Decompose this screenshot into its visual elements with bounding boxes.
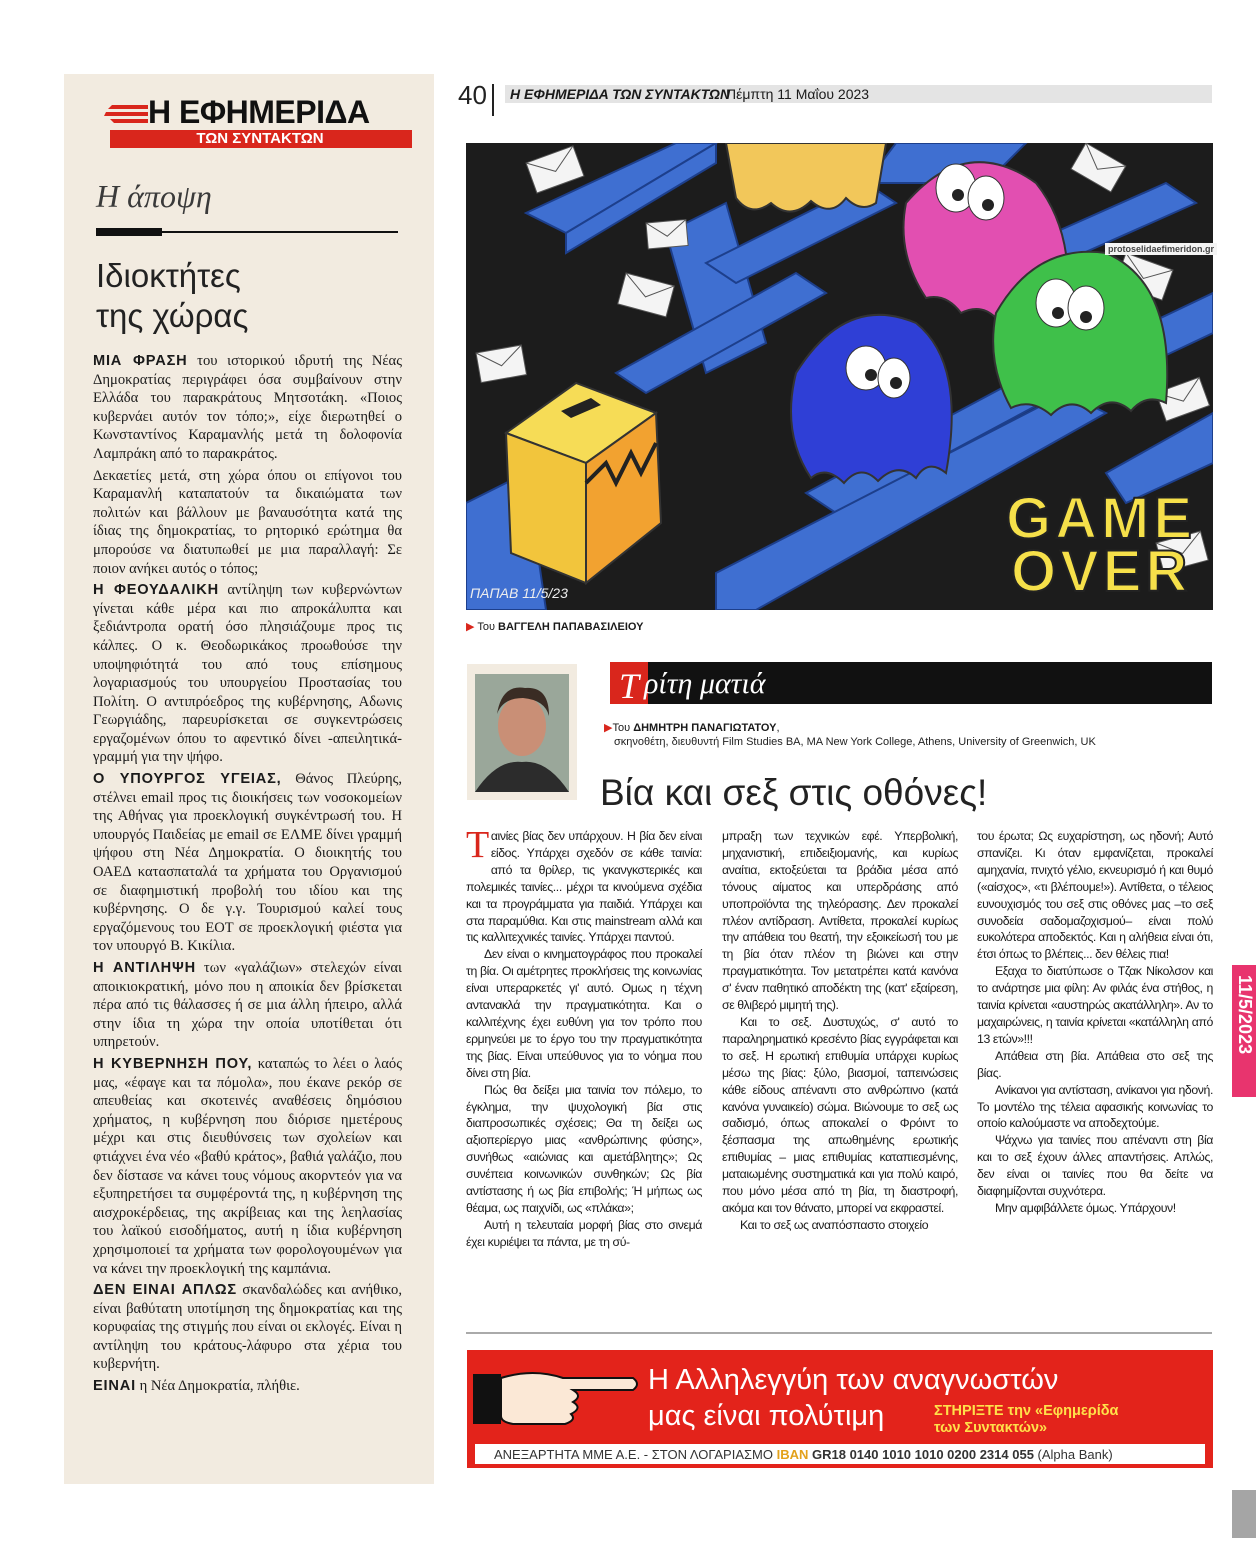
- cartoon-svg: [466, 143, 1213, 610]
- iban-label: IBAN: [776, 1447, 809, 1462]
- bank-name: (Alpha Bank): [1037, 1447, 1113, 1462]
- paragraph-text: καταπώς το λέει ο λαός μας, «έφαγε και τα πόμολα», που έκανε ρεκόρ σε απευθείας και σκοτεινές αναθέσεις δημόσιου χρήματος, η κυβέρνηση που διόρισε ημετέρους μέχρι και στις διευθύνσεις των σχολείων και φτιάχνει ένα νέο «βαθύ κράτος», βαθιά γαλάζιο, που δεν δίστασε να κάνει τους νόμους ακορντεόν για να εξυπηρετήσει τα συμφέροντά της, η κυβέρνηση της αισχροκέρδειας, της ακρίβειας και της λεηλασίας του λαϊκού εισοδήματος, αυτή η ίδια κυβέρνηση χρησιμοποιεί τα χρήματα των φορολογουμένων για να κάνει την προεκλογική της καμπάνια.: [93, 1055, 402, 1277]
- column-header-letter: Τ: [610, 662, 648, 704]
- paragraph-text: η Νέα Δημοκρατία, πλήθιε.: [135, 1378, 300, 1395]
- author-comma: ,: [776, 722, 780, 734]
- paragraph-text: των «γαλάζιων» στελεχών είναι αποικιοκρατική, μόνο που η αποικία δεν βρίσκεται πέρα από τις θάλασσες ή σε μια άλλη ήπειρο, αλλά στην ίδια τη χώρα την οποία υποτίθεται ότι υπηρετούν.: [93, 960, 402, 1051]
- side-date-tab: [1232, 965, 1256, 1097]
- credit-prefix: Του: [477, 621, 495, 633]
- section-label-opinion: Η άποψη: [96, 178, 212, 214]
- dropcap: Τ: [466, 824, 489, 866]
- editorial-paragraph: [93, 959, 402, 1052]
- author-name: ΔΗΜΗΤΡΗ ΠΑΝΑΓΙΩΤΑΤΟΥ: [633, 722, 777, 734]
- paragraph-lead: ΕΙΝΑΙ: [93, 1378, 136, 1395]
- ad-divider: [466, 1332, 1212, 1334]
- cartoon-credit: [466, 620, 643, 633]
- newspaper-logo-subtitle: ΤΩΝ ΣΥΝΤΑΚΤΩΝ: [196, 130, 324, 147]
- article-paragraph: Ανίκανοι για αντίσταση, ανίκανοι για ηδονή. Το μοντέλο της τέλεια αφασικής κοινωνίας το οποίο καλούμαστε να αποδεχτούμε.: [977, 1082, 1213, 1131]
- paragraph-text: Θάνος Πλεύρης, στέλνει email προς τις διοικήσεις των νοσοκομείων της Αθήνας για προεκλογική συγκέντρωσή του. Η υπουργός Παιδείας με email σε ΕΛΜΕ δίνει γραμμή ψήφου στη Νέα Δημοκρατία. Ο διοικητής του ΟΑΕΔ κατασπαταλά τα χρήματα του Οργανισμού σε διαφημιστική προβολή του ιδίου και της κυβέρνησης. Ο δε γ.γ. Τουρισμού καλεί τους εργαζόμενους του ΕΟΤ σε προεκλογική φιέστα για τον υπουργό Β. Κικίλια.: [93, 771, 403, 955]
- ad-cta-line1: ΣΤΗΡΙΞΤΕ την «Εφημερίδα: [934, 1403, 1119, 1419]
- pointing-hand-icon: [473, 1356, 643, 1446]
- editorial-title-line1: Ιδιοκτήτες: [96, 257, 241, 294]
- article-paragraph: μπραξη των τεχνικών εφέ. Υπερβολική, μηχανιστική, επιδειξιομανής, και κυρίως αναίτια, εκτοξεύεται τα βράδια μέσα από τόνους αίματος και υπερδράσης από υποπροϊόντα της τηλεόρασης. Δεν προκαλεί πλέον αντίδραση. Αντίθετα, προκαλεί κυρίως την απάθεια του θεατή, την εξοικείωσή του με τη βία όταν πλέον τη βιώνει και στην πραγματικότητα. Τον μετατρέπει κατά κανόνα σ' έναν παθητικό αποδέκτη της (κατ' εξαίρεση, σε θλιβερό μιμητή της).: [722, 829, 958, 1013]
- paragraph-lead: Η ΑΝΤΙΛΗΨΗ: [93, 960, 196, 976]
- article-column-2: [722, 828, 958, 1234]
- paragraph-text: αντίληψη των κυβερνώντων γίνεται κάθε μέρα και πιο απροκάλυπτα και ξεδιάντροπα ορατή όσο πλησιάζουμε προς τις κάλπες. Ο κ. Θεοδωρικάκος προωθούσε την υποψηφιότητά του από τους επίσημους λογαριασμούς του υπουργείου Προστασίας του Πολίτη. Ο αντιπρόεδρος της κυβέρνησης, Αδωνις Γεωργιάδης, παρευρίσκεται σε συγκεντρώσεις εργαζομένων όπου το αφεντικό δίνει -απειλητικά- γραμμή για την ψήφο.: [93, 582, 403, 766]
- article-paragraph: [466, 824, 702, 946]
- author-prefix: Του: [612, 722, 631, 734]
- article-title: Βία και σεξ στις οθόνες!: [600, 772, 988, 813]
- editorial-paragraph: [93, 352, 402, 464]
- article-paragraph: Δεν είναι ο κινηματογράφος που προκαλεί τη βία. Οι αμέτρητες προκλήσεις της κοινωνίας είναι υπεραρκετές γι' αυτό. Ομως η τέχνη αντανακλά την πραγματικότητα. Και ο καλλιτέχνης έχει ευθύνη για τον τρόπο που ερμηνεύει με το έργο του την πραγματικότητα της βίας. Είναι υπεύθυνος για το νόημα που δίνει στη βία.: [466, 947, 702, 1080]
- article-paragraph: Εξαχα το διατύπωσε ο Τζακ Νίκολσον και το ανάρτησε μια φίλη: Αν φιλάς ένα στήθος, η ταινία κρίνεται «αυστηρώς ακατάλληλη». Αν το μαχαιρώνεις, η ταινία κρίνεται «κατάλληλη από 13 ετών»!!!: [977, 964, 1213, 1046]
- column-author: [604, 721, 780, 735]
- paragraph-lead: ΔΕΝ ΕΙΝΑΙ ΑΠΛΩΣ: [93, 1282, 237, 1299]
- editorial-paragraph: [93, 1281, 402, 1374]
- ad-call-to-action[interactable]: [934, 1403, 1118, 1437]
- article-paragraph: Μην αμφιβάλλετε όμως. Υπάρχουν!: [995, 1200, 1176, 1215]
- watermark: protoselidaefimeridon.gr: [1105, 243, 1217, 255]
- editorial-paragraph: [93, 581, 402, 767]
- bank-prefix: ΑΝΕΞΑΡΤΗΤΑ ΜΜΕ Α.Ε. - ΣΤΟΝ ΛΟΓΑΡΙΑΣΜΟ: [494, 1447, 773, 1462]
- section-rule-thick: [96, 228, 162, 236]
- ad-bank-details: [494, 1445, 1113, 1465]
- column-author-affiliation: σκηνοθέτη, διευθυντή Film Studies BA, MA New York College, Athens, University of Greenwich, UK: [614, 736, 1096, 748]
- article-paragraph: Και το σεξ ως αναπόσπαστο στοιχείο: [740, 1217, 929, 1232]
- paragraph-text: Δεκαετίες μετά, στη χώρα όπου οι επίγονοι του Καραμανλή καταπατούν τα δικαιώματα των πολιτών και βάλλουν με βαναυσότητα κατά της ίδιας της δημοκρατίας, το ρητορικό ερώτημα θα μπορούσε να διατυπωθεί με μια παραλλαγή: Σε ποιον ανήκει αυτός ο τόπος;: [93, 467, 402, 577]
- column-header-title: ρίτη ματιά: [644, 667, 766, 700]
- author-portrait-icon: [467, 664, 577, 800]
- header-divider: [492, 84, 494, 116]
- side-date-text: 11/5/2023: [1235, 975, 1255, 1055]
- paragraph-lead: Η ΚΥΒΕΡΝΗΣΗ ΠΟΥ,: [93, 1055, 253, 1072]
- article-paragraph: Πώς θα δείξει μια ταινία τον πόλεμο, το έγκλημα, την ψυχολογική βία στις διαπροσωπικές σχέσεις; Θα τη δείξει ως αξιοπερίεργο μιας «ανθρώπινης φύσης», συνήθως «αιώνιας και αμετάβλητης»; Ως συνέπεια κοινωνικών συνθηκών; Ως βία αντίστασης ή ως βία επιβολής; Ή μήπως ως θέαμα, ως παιχνίδι, ως «πλάκα»;: [466, 1082, 702, 1215]
- editorial-paragraph: [93, 467, 402, 579]
- editorial-title: [96, 256, 248, 336]
- section-rule-thin: [162, 231, 398, 233]
- article-paragraph: Ψάχνω για ταινίες που απέναντι στη βία και το σεξ έχουν άλλες απαντήσεις. Απλώς, δεν είναι οι ταινίες που θα δείτε να διαφημίζονται συχνότερα.: [977, 1133, 1213, 1199]
- logo-speed-lines-icon: [104, 103, 148, 127]
- iban-value: GR18 0140 1010 1010 0200 2314 055: [812, 1447, 1034, 1462]
- cartoon-illustration: [466, 143, 1213, 610]
- paragraph-lead: Ο ΥΠΟΥΡΓΟΣ ΥΓΕΙΑΣ,: [93, 771, 282, 788]
- editorial-title-line2: της χώρας: [96, 297, 249, 334]
- editorial-paragraph: [93, 1055, 402, 1278]
- paragraph-text: αινίες βίας δεν υπάρχουν. Η βία δεν είναι είδος. Υπάρχει σχεδόν σε κάθε ταινία: από τα θρίλερ, τις γκανγκστερικές και πολεμικές ταινίες... μέχρι τα κινούμενα σχέδια και τα προγράμματα για παιδιά. Υπάρχει και στα παραμύθια. Και στις mainstream αλλά και τις καλλιτεχνικές ταινίες. Υπάρχει παντού.: [466, 829, 702, 945]
- paragraph-text: σκανδαλώδες και ανήθικο, είναι βαθύτατη υποτίμηση της δημοκρατίας και της κορυφαίας της στιγμής που είναι οι εκλογές. Είναι η αντίληψη του κράτους-λάφυρο στα χέρια του κυβερνήτη.: [93, 1282, 402, 1373]
- triangle-arrow-icon: ▶: [466, 621, 475, 633]
- editorial-paragraph: [93, 770, 402, 956]
- triangle-arrow-icon: ▶: [604, 722, 613, 734]
- article-column-1: [466, 824, 702, 1251]
- header-paper-name: Η ΕΦΗΜΕΡΙΔΑ ΤΩΝ ΣΥΝΤΑΚΤΩΝ: [510, 86, 731, 102]
- paragraph-text: του ιστορικού ιδρυτή της Νέας Δημοκρατίας περιγράφει όσα συμβαίνουν στην Ελλάδα του παρακράτους Μητσοτάκη. «Ποιος κυβερνάει αυτόν τον τόπο;», είχε διερωτηθεί ο Κωνσταντίνος Καραμανλής μετά τη δολοφονία Λαμπράκη από το παρακράτος.: [93, 353, 402, 462]
- cartoon-caption-over: OVER: [1011, 539, 1192, 604]
- paragraph-lead: ΜΙΑ ΦΡΑΣΗ: [93, 353, 188, 369]
- article-paragraph: Απάθεια στη βία. Απάθεια στο σεξ της βίας.: [977, 1048, 1213, 1080]
- article-paragraph: Αυτή η τελευταία μορφή βίας στο σινεμά έχει κυριέψει τα πάντα, με τη σύ-: [466, 1217, 702, 1249]
- page-number: 40: [458, 80, 487, 110]
- article-paragraph: του έρωτα; Ως ευχαρίστηση, ως ηδονή; Αυτό σπανίζει. Κι όταν εμφανίζεται, προκαλεί αμηχανία, πνιχτό γέλιο, εκνευρισμό ή και θυμό («αίσχος», «τι βλέπουμε!»). Αντίθετα, ο τέλειος ευνουχισμός του σεξ στις οθόνες μας –το σεξ συνοδεία σαδομαζοχισμού– είναι πολύ ευκολότερα αποδεκτός. Και η αλήθεια είναι ότι, έτσι όπως το βλέπεις... δεν θέλεις πια!: [977, 829, 1213, 962]
- side-grey-tab: [1232, 1490, 1256, 1538]
- article-column-3: [977, 828, 1213, 1217]
- ad-headline-line2: μας είναι πολύτιμη: [648, 1400, 885, 1432]
- editorial-body: [93, 352, 402, 1399]
- editorial-paragraph: [93, 1377, 402, 1396]
- paragraph-lead: Η ΦΕΟΥΔΑΛΙΚΗ: [93, 582, 219, 599]
- cartoon-caption-game: GAME: [1006, 486, 1196, 551]
- ad-cta-line2: των Συντακτών»: [934, 1420, 1048, 1436]
- credit-name: ΒΑΓΓΕΛΗ ΠΑΠΑΒΑΣΙΛΕΙΟΥ: [498, 621, 644, 633]
- author-photo: [467, 664, 577, 800]
- article-paragraph: Και το σεξ. Δυστυχώς, σ' αυτό το παραληρηματικό κρεσέντο βίας εγγράφεται και το σεξ. Η ερωτική επιθυμία υπάρχει κυρίως μέσω της βίας: ξύλο, βιασμοί, ταπεινώσεις κάθε είδους απέναντι στο ανθρώπινο (κατά κανόνα γυναικείο) σώμα. Βιώνουμε το σεξ ως σαδισμό, όπως αποκαλεί ο Φρόιντ το ξέσπασμα της απωθημένης ερωτικής επιθυμίας – μιας επιθυμίας καταπιεσμένης, ματαιωμένης συστηματικά και για πολύ καιρό, που μόνο μέσα από τη βία, τη διαστροφή, ακόμα και τον θάνατο, μπορεί να εκφραστεί.: [722, 1014, 958, 1215]
- header-date: Πέμπτη 11 Μαΐου 2023: [726, 86, 870, 102]
- newspaper-logo: Η ΕΦΗΜΕΡΙΔΑ: [148, 94, 370, 130]
- ad-headline-line1: Η Αλληλεγγύη των αναγνωστών: [648, 1364, 1059, 1396]
- cartoon-signature: ΠΑΠΑΒ 11/5/23: [470, 585, 568, 601]
